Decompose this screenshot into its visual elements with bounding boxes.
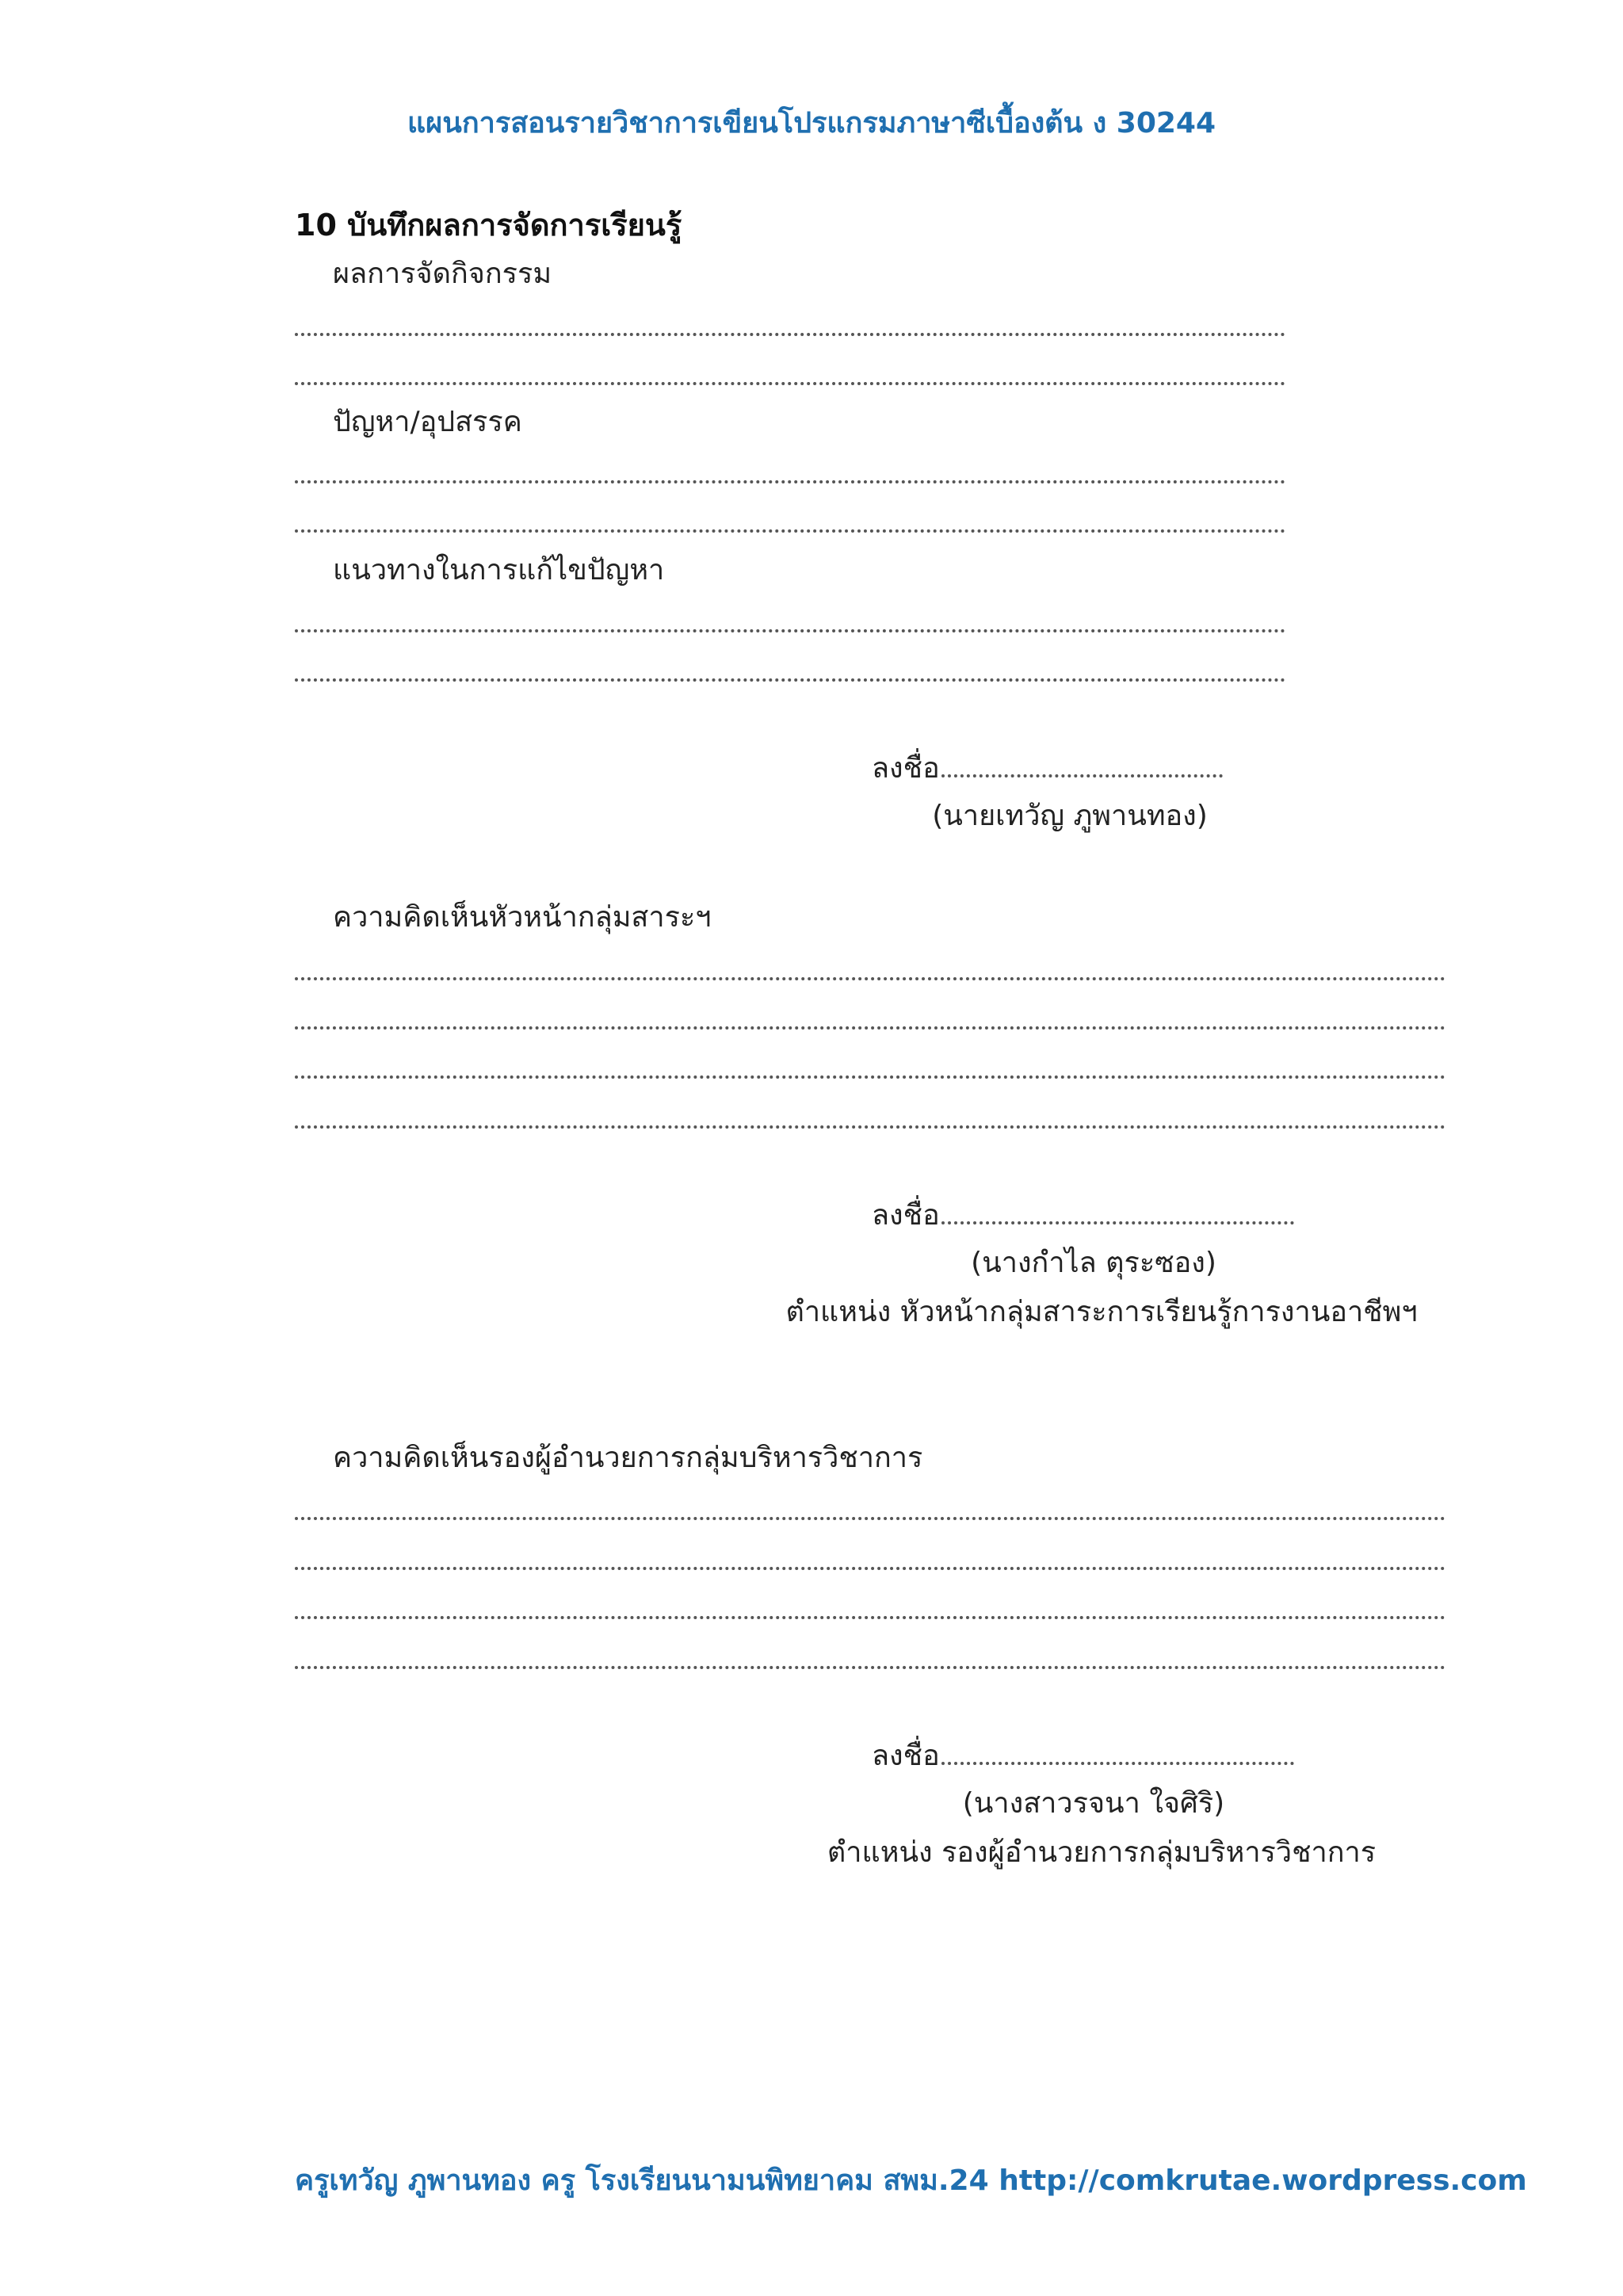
teacher-sign-line (872, 752, 1223, 785)
problems-line-2[interactable] (295, 529, 1285, 533)
head-comment-line-3[interactable] (295, 1075, 1445, 1079)
head-comment-label: ความคิดเห็นหัวหน้ากลุ่มสาระฯ (333, 901, 712, 934)
head-position: ตำแหน่ง หัวหน้ากลุ่มสาระการเรียนรู้การงานอาชีพฯ (785, 1296, 1418, 1328)
head-name: (นางกำไล ตุระซอง) (971, 1247, 1216, 1279)
deputy-sign-label: ลงชื่อ (872, 1740, 940, 1772)
teacher-name: (นายเทวัญ ภูพานทอง) (932, 800, 1208, 832)
deputy-comment-line-4[interactable] (295, 1666, 1445, 1669)
page-footer: ครูเทวัญ ภูพานทอง ครู โรงเรียนนามนพิทยาคม สพม.24 http://comkrutae.wordpress.com (295, 2164, 1527, 2197)
teacher-sign-label: ลงชื่อ (872, 752, 940, 785)
deputy-comment-label: ความคิดเห็นรองผู้อำนวยการกลุ่มบริหารวิชาการ (333, 1442, 923, 1474)
document-header: แผนการสอนรายวิชาการเขียนโปรแกรมภาษาซีเบื้องต้น ง 30244 (407, 107, 1216, 139)
deputy-sign-line (872, 1742, 1294, 1771)
head-sign-line (872, 1201, 1294, 1230)
head-comment-line-2[interactable] (295, 1026, 1445, 1030)
problems-line-1[interactable] (295, 480, 1285, 483)
section-title: 10 บันทึกผลการจัดการเรียนรู้ (295, 208, 682, 243)
results-label: ผลการจัดกิจกรรม (333, 258, 552, 290)
head-sign-label: ลงชื่อ (872, 1199, 940, 1232)
solutions-line-2[interactable] (295, 678, 1285, 682)
head-sign-field[interactable] (941, 1221, 1294, 1224)
deputy-comment-line-2[interactable] (295, 1567, 1445, 1570)
problems-label: ปัญหา/อุปสรรค (333, 406, 522, 438)
deputy-name: (นางสาวรจนา ใจศิริ) (962, 1787, 1225, 1820)
deputy-sign-field[interactable] (941, 1762, 1294, 1765)
solutions-line-1[interactable] (295, 629, 1285, 632)
deputy-position: ตำแหน่ง รองผู้อำนวยการกลุ่มบริหารวิชาการ (827, 1836, 1377, 1869)
teacher-sign-field[interactable] (941, 774, 1223, 777)
deputy-comment-line-1[interactable] (295, 1517, 1445, 1520)
head-comment-line-4[interactable] (295, 1125, 1445, 1129)
head-comment-line-1[interactable] (295, 977, 1445, 980)
deputy-comment-line-3[interactable] (295, 1616, 1445, 1619)
results-line-2[interactable] (295, 382, 1285, 385)
results-line-1[interactable] (295, 333, 1285, 336)
solutions-label: แนวทางในการแก้ไขปัญหา (333, 554, 665, 586)
